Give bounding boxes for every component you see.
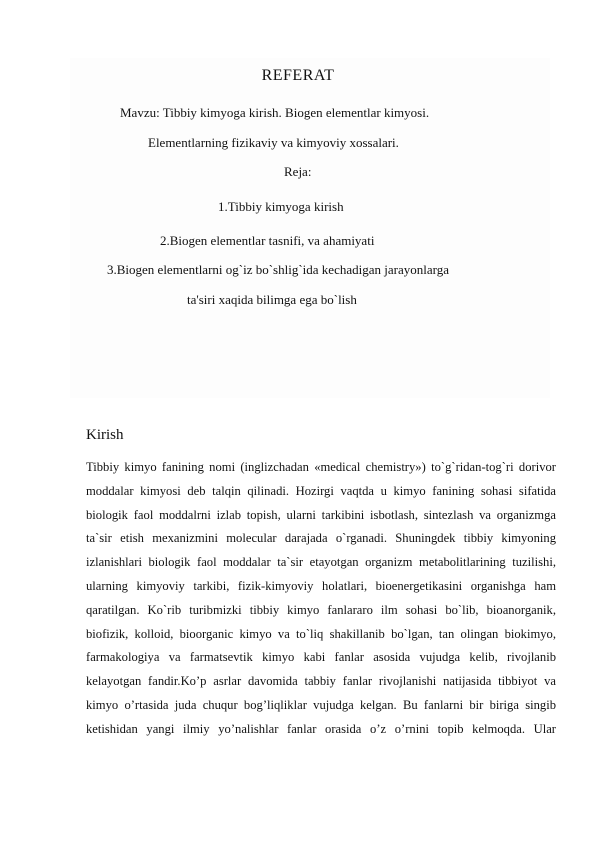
- topic-line-2: Elementlarning fizikaviy va kimyoviy xossalari.: [148, 135, 399, 150]
- plan-label: Reja:: [284, 164, 312, 179]
- section-heading: Kirish: [86, 427, 124, 443]
- plan-item-3-continuation: ta'siri xaqida bilimga ega bo`lish: [187, 292, 357, 307]
- body-paragraph: Tibbiy kimyo fanining nomi (inglizchadan «medical chemistry») to`g`ridan-tog`ri dorivor moddalar kimyosi deb talqin qilinadi. Hozirgi vaqtda u kimyo fanining sohasi sifatida biologik faol moddalrni izlab topish, ularni tarkibini isbotlash, sintezlash va organizmga ta`sir etish mexanizmini molecular darajada o`rganadi. Shuningdek tibbiy kimyoning izlanishlari biologik faol moddalar ta`sir etayotgan organizm metabolitlarining tuzilishi, ularning kimyoviy tarkibi, fizik-kimyoviy holatlari, bioenergetikasini organishga ham qaratilgan. Ko`rib turibmizki tibbiy kimyo fanlararo ilm sohasi bo`lib, bioanorganik, biofizik, kolloid, bioorganic kimyo va to`liq shakillanib bo`lgan, tan olingan biokimyo, farmakologiya va farmatsevtik kimyo kabi fanlar asosida vujudga kelib, rivojlanib kelayotgan fandir.Ko’p asrlar davomida tabbiy fanlar rivojlanishi natijasida tibbiyot va kimyo o’rtasida juda chuqur bog’liqliklar vujudga kelgan. Bu fanlarni bir biriga singib ketishidan yangi ilmiy yo’nalishlar fanlar orasida o’z o’rnini topib kelmoqda. Ular: [86, 460, 556, 736]
- plan-item-1: 1.Tibbiy kimyoga kirish: [218, 199, 344, 214]
- plan-item-2: 2.Biogen elementlar tasnifi, va ahamiyati: [160, 233, 375, 248]
- plan-item-3: 3.Biogen elementlarni og`iz bo`shlig`ida kechadigan jarayonlarga: [107, 262, 449, 277]
- topic-line-1: Mavzu: Tibbiy kimyoga kirish. Biogen elementlar kimyosi.: [120, 105, 430, 120]
- document-title: REFERAT: [261, 67, 335, 84]
